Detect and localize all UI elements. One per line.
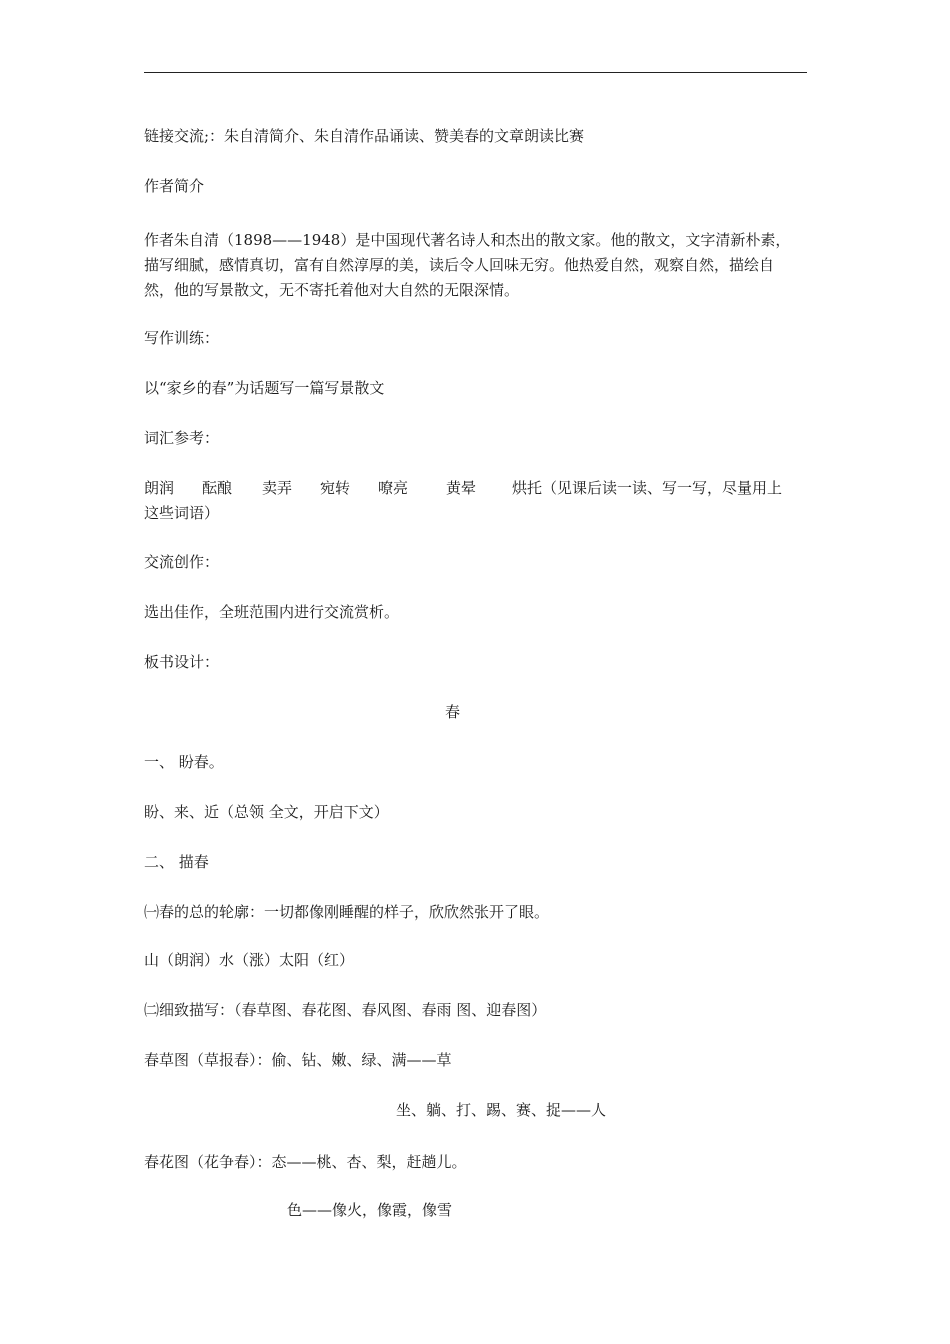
flower-picture-line-1: 春花图（花争春）：态——桃、杏、梨，赶趟儿。 (144, 1153, 467, 1171)
writing-task: 以“家乡的春”为话题写一篇写景散文 (144, 379, 385, 397)
grass-picture-line-1: 春草图（草报春）：偷、钻、嫩、绿、满——草 (144, 1051, 452, 1069)
vocab-word: 酝酿 (202, 479, 233, 497)
vocab-heading: 词汇参考： (144, 429, 220, 447)
vocab-word: 黄晕 (446, 479, 477, 497)
section-one-detail: 盼、来、近（总领 全文，开启下文） (144, 803, 389, 821)
mountain-water-sun: 山（朗润）水（涨）太阳（红） (144, 951, 355, 969)
author-para-line-1: 作者朱自清（1898——1948）是中国现代著名诗人和杰出的散文家。他的散文，文字清新朴素， (144, 231, 791, 249)
flower-picture-line-2: 色——像火，像霞，像雪 (287, 1201, 453, 1219)
section-one: 一、 盼春。 (144, 753, 224, 771)
author-heading: 作者简介 (144, 177, 205, 195)
writing-heading: 写作训练： (144, 329, 220, 347)
vocab-word: 烘托（见课后读一读、写一写，尽量用上 (512, 479, 783, 497)
links-line: 链接交流;：朱自清简介、朱自清作品诵读、赞美春的文章朗读比赛 (144, 127, 585, 145)
spring-outline: ㈠春的总的轮廓：一切都像刚睡醒的样子，欣欣然张开了眼。 (144, 903, 550, 921)
exchange-text: 选出佳作，全班范围内进行交流赏析。 (144, 603, 400, 621)
board-heading: 板书设计： (144, 653, 220, 671)
author-paragraph (144, 228, 812, 303)
vocab-word: 卖弄 (262, 479, 293, 497)
vocab-word: 宛转 (320, 479, 351, 497)
section-two: 二、 描春 (144, 853, 209, 871)
vocab-word: 朗润 (144, 479, 175, 497)
board-title: 春 (445, 703, 461, 721)
grass-picture-line-2: 坐、躺、打、踢、赛、捉——人 (396, 1101, 607, 1119)
header-rule (144, 72, 807, 73)
detail-description: ㈡细致描写：（春草图、春花图、春风图、春雨 图、迎春图） (144, 1001, 547, 1019)
author-para-line-2: 描写细腻，感情真切，富有自然淳厚的美，读后令人回味无穷。他热爱自然，观察自然，描绘自 (144, 256, 775, 274)
author-para-line-3: 然，他的写景散文，无不寄托着他对大自然的无限深情。 (144, 281, 520, 299)
vocab-word: 嘹亮 (378, 479, 409, 497)
exchange-heading: 交流创作： (144, 553, 220, 571)
vocab-continuation: 这些词语） (144, 504, 220, 522)
